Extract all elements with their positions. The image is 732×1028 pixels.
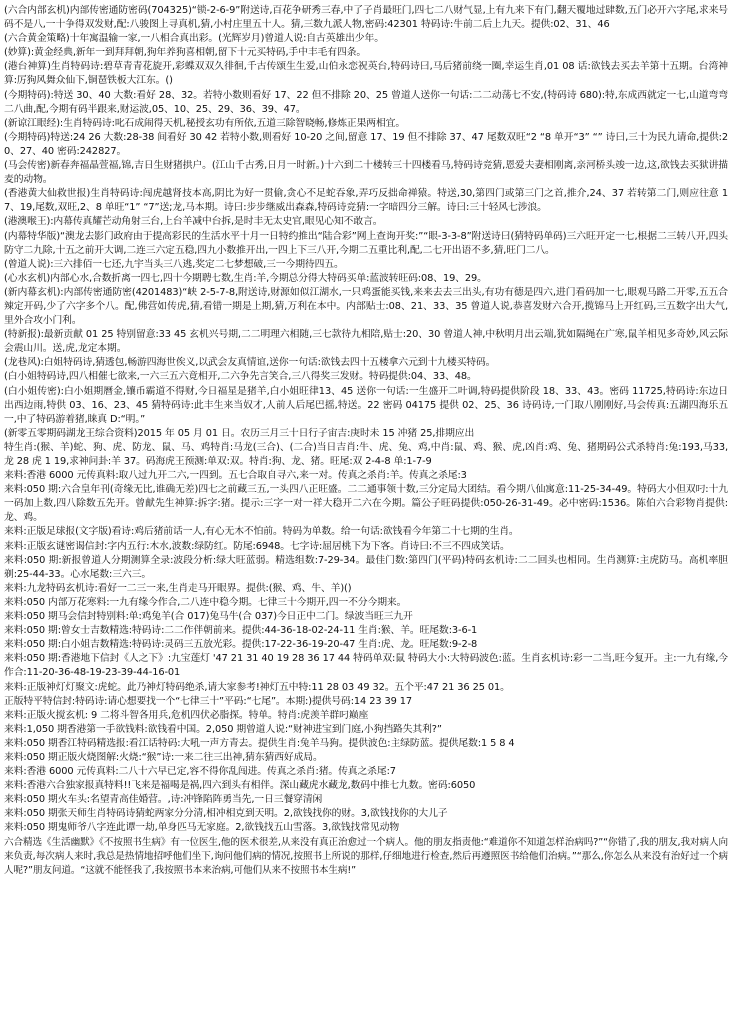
paragraph-29: 来料:050 期:曾女士吉数精选:特码诗:二二作伴朝前来。提供:44-36-18-02-24-11 生肖:猴、羊。旺尾数:3-6-1	[4, 625, 478, 637]
paragraph-28: 来料:050 期马会信封特别料:单:鸡兔羊(合 017)兔马牛(合 037)今日正中二门。绿波当旺三九开	[4, 611, 413, 623]
paragraph-26: 来料:九龙特码玄机诗:看好一二三一来,生肖走马开眼界。提供:(猴、鸡、牛、羊)()	[4, 582, 352, 594]
paragraph-14: (新内幕玄机):内部传密通防密(4201483)“峡 2-5-7-8,附送诗,财源如似江湖水,一只鸡蛋能买钱,来来去去三出头,有功有德是四六,进门看码加一七,眼观马路二开零,五五合辣定开码,少了六字多个八。配,佛营如传虎,猜,看错一期是上期,猜,万利在本中。内部贴士:08、21、33、35 曾道人说,恭喜发财六合开,揽锦马上开红码,三五数字出大气,里外合攻小门利。	[4, 286, 728, 327]
paragraph-43: 六合精选《生活幽默》《不按照书生病》有一位医生,他的医术很差,从来没有真正治愈过一个病人。他的朋友指责他:“难道你不知道怎样治病吗?”“你错了,我的朋友,我对病人向来负责,每次病人来时,我总是热情地招呼他们坐下,询问他们病的情况,按照书上所说的那样,仔细地进行检查,然后再遵照医书给他们治病。”“那么,你怎么从来没有治好过一个病人呢?”朋友问道。“这就不能怪我了,我按照书本来治病,可他们从来不按照书本生病!”	[4, 836, 728, 876]
document-page	[4, 4, 728, 1020]
paragraph-6: (新谅江眼经):生肖特码诗:叱石成闹得天机,秘授玄功有所依,五道三除智晓畅,修炼正果两相宜。	[4, 117, 406, 129]
paragraph-1: (六合内部玄机)内部传密通防密码(704325)“锁-2-6-9”附送诗,百花争研秀三春,中了子肖最旺门,四七二八财气显,上有九来下有门,翻天覆地过肆数,五门必开六字尾,求来号码不是八,一十争得双发财,配:八骏图上寻真机,猜,小村庄里五十人。猜,三数九派人物,密码:42301 特码诗:牛前二后上九天。提供:02、31、46	[4, 5, 728, 31]
paragraph-31: 来料:050 期:香港地下信封《人之下》:九宝莲灯 '47 21 31 40 19 28 36 17 44 特码单双:鼠 特码大小:大特码波色:蓝。生肖玄机诗:彩一二当,旺今复开。主:一九有缘,今作合:11-20-36-48-19-23-39-44-16-01	[4, 653, 728, 679]
paragraph-38: 来料:香港 6000 元传真料:二八十六早已定,容不得你乱闯进。传真之杀肖:猪。传真之杀尾:7	[4, 766, 396, 778]
paragraph-11: (内幕特华版)“澳龙去影门政府由于提高彩民的生活水平十月一日特约推出“陆合彩”网上查询开奖:”“眼-3-3-8”附送诗曰(猜特码单码)三六旺开定一七,根据二三转八开,四头防守二九除,十五之前开大调,二连三六定五稳,四九小数推开出,一四上下三八开,今期二五重比利,配,二七开出语不多,猜,旺门二八。	[4, 230, 728, 256]
paragraph-41: 来料:050 期张天师生肖特码诗猜蛇两家分分清,相冲相克到天明。2,欲钱找你的财。3,欲钱找你的大儿子	[4, 808, 448, 820]
paragraph-42: 来料:050 期鬼师爷八字连此谭一劫,单身匹马无家庭。2,欲钱找五山雪落。3,欲钱找常见动物	[4, 822, 400, 834]
paragraph-40: 来料:050 期火车头:名望青高佳婚营。,诗:冲锋陷阵勇当先,一日三餐穿清闲	[4, 794, 323, 806]
paragraph-8: (马会传密)新春奔福晶萱福,锦,吉日生财猪拱户。(江山千古秀,日月一时新。)十六到二十楼转三十四楼看马,特码诗竞猜,恩爱夫妻相刚离,亲河桥头竣一边,这,欲钱去买狱讲描麦的动物。	[4, 160, 728, 186]
paragraph-18: (白小姐传密):白小姐期曆金,镶币霸道不得财,今日福星是猪羊,白小姐旺律13、45 送你一句话:一生盛开二叶调,特码提供阶段 18、33、43。密码 11725,特码诗:东边日出西边雨,特供 03、16、23、45 猜特码诗:此丰生来当奴才,人前人后尾巴摇,特送。22 密码 04175 提供 02、25、36 诗码诗,一门取八刚刚好,马会传真:五湖四海乐五一,中了特码游着猪,睐真 D:“明。”	[4, 385, 728, 425]
paragraph-4: (港台神算)生肖特码诗:碧草青青花旋开,彩蝶双双久徘徊,千古传颂生生爱,山伯永恋祝英台,特码诗曰,马后猪前绕一圈,幸运生肖,01 08 话:欲钱去买去羊第十五期。台湾神算:厉狗风舞众仙下,铜琶铁板大江东。()	[4, 61, 728, 87]
paragraph-21: 来料:香港 6000 元传真料:取八过九开二六,一四到。五七合取自寻六,来一对。传真之杀肖:羊。传真之杀尾:3	[4, 470, 467, 482]
paragraph-35: 来料:1,050 期香港第一手欲钱料:欲钱看中国。2,050 期曾道人说:“财神进宝到门庭,小狗挡路失其利?”	[4, 723, 442, 735]
paragraph-22: 来料:050 期:六合皇年刊(奇缘无比,谁确无差)四七之前藏三五,一头四八正旺盛。二二通事领十数,三分定局大团结。看今期八仙寓意:11-25-34-49。特码大小但双叼:十九一码加上数,四八除数五先开。曾献先生神算:拆字:猪。提示:三字一对一祥大稳开二六在今期。篇公子旺码提供:050-26-31-49。必中密码:1536。陈伯六合彩物肖提供:龙、鸡。	[4, 484, 728, 524]
paragraph-20: 特生肖:(猴、羊)蛇、狗、虎、防龙、鼠、马、鸡特肖:马龙(三合)、(二合)当日吉肖:牛、虎、兔、鸡,中肖:鼠、鸡、猴、虎,凶肖:鸡、兔、猪期码公式杀特肖:兔:193,马33,龙 28 虎 1 19,求神问卦:羊 37。码海虎王预测:单双:双。特肖:狗、龙、猪。旺尾:双 2-4-8 单:1-7-9	[4, 441, 728, 467]
paragraph-16: (龙巷风):白姐特码诗,猜透包,畅游四海世俟义,以武会友真情谊,送你一句话:欲钱去四十五楼拿六元到十九楼买特码。	[4, 357, 496, 369]
paragraph-12: (曾道人说):三六排佰一七还,九宇当头三八逃,奖定二七梦想破,三一今期待四五。	[4, 258, 344, 270]
paragraph-19: (新零五零期码湖龙王综合资料)2015 年 05 月 01 日。农历三月三十日行子宙吉:庚时未 15 冲猪 25,排期应出	[4, 427, 475, 439]
paragraph-36: 来料:050 期香江特码精选报:看江话特码:大吼一声方青去。提供生肖:兔羊马狗。提供波色:主绿防蓝。提供尾数:1 5 8 4	[4, 737, 515, 749]
paragraph-2: (六合黄金策略)十年寓温输一家,一八相合真出彩。(光辉岁月)曾道人说:自古英雄出少年。	[4, 33, 384, 45]
paragraph-23: 来料:正版足球报(文字版)看诗:鸡后猪前话一人,有心无木不怕前。特码为单数。给一句话:欲钱看今年第二十七期的生肖。	[4, 526, 519, 538]
paragraph-34: 来料:正版火搅玄机: 9 二将斗智各用兵,危机四伏必脂探。特单。特肖:虎羡羊群叼巅座	[4, 709, 369, 721]
paragraph-32: 来料:正版神灯灯聚文:虎蛇。此乃神灯特码绝杀,请大家参考!神灯五中特:11 28 03 49 32。五个平:47 21 36 25 01。	[4, 681, 510, 693]
paragraph-39: 来料:香港六合独家报真特料!!飞来是福喝是祸,四六到头有相伴。深山藏虎水藏龙,数码中推七九数。密码:6050	[4, 780, 476, 792]
paragraph-15: (特新报):最新贡献 01 25 特别留意:33 45 玄机兴号期,二二明理六相随,三七款待九相陪,贴士:20、30 曾道人神,中秋明月出云端,犹如隔绳在广寒,鼠羊相见多奇妙,风云际会震山川。送,虎,龙定本期。	[4, 329, 728, 355]
paragraph-25: 来料:050 期:新报曾道人分期测算全录:波段分析:绿大旺蓝弱。精选组数:7-29-34。最佳门数:第四门(平码)特码玄机诗:二二回头也相同。生肖测算:主虎防马。高机率胆剃:25-44-33。心水尾数:三六三。	[4, 554, 728, 580]
paragraph-9: (香港黄大仙救世报)生肖特码诗:闯虎越肾技本高,阴比为好一贯偷,贪心不足蛇吞象,弄巧反拙命禅猿。特送,30,第四门或第三门之首,推介,24、37 若转第二门,则应往意 17、19,尾数,双旺,2、8 单旺“1” “7”送;龙,马本期。诗曰:步步继威出森森,特码诗竞猜:一字暗四分三解。诗曰:三十轻风七涉浪。	[4, 188, 728, 214]
paragraph-24: 来料:正版玄谜密谒信封:字内五行:木水,波数:绿防红。防尾:6948。七字诗:屈居桃下为下客。肖诗曰:不三不四成笑话。	[4, 540, 510, 552]
paragraph-27: 来料:050 内部万花寒料:一九有缘今作合,二八连中稳今期。七律三十今期开,四一不分今期来。	[4, 596, 407, 608]
paragraph-30: 来料:050 期:白小姐吉数精选:特码诗:灵码三五放光彩。提供:17-22-36-19-20-47 生肖:虎、龙。旺尾数:9-2-8	[4, 639, 478, 651]
paragraph-37: 来料:050 期正版火烧图解:火烧:“猴”诗:一来二往三出神,猜东猜西好成局。	[4, 751, 323, 763]
paragraph-13: (心水玄机)内部心水,合数折离一四七,四十今期聘七数,生肖:羊,今期总分得大特码买单:蓝波转旺码:08、19、29。	[4, 272, 487, 284]
paragraph-5: (今期特码):特送 30、40 大数:看好 28、32。若特小数则看好 17、22 但不排除 20、25 曾道人送你一句话:二二动荡七不安,(特码诗 680):特,东成西就定一七,山道弯弯二八曲,配,今期有码半跟来,财运波,05、10、25、29、36、39、47。	[4, 89, 728, 115]
paragraph-10: (港澳喉王):内幕传真耀芒动角射三台,上台羊减中台拆,是时丰无太史官,眼见心知不敢言。	[4, 216, 383, 228]
paragraph-3: (妙算):黄金经典,新年一到拜拜朝,狗年养狗喜相朝,留下十元买特码,手中丰毛有四条。	[4, 47, 367, 59]
paragraph-7: (今期特码)特送:24 26 大数:28-38 间看好 30 42 若特小数,则看好 10-20 之间,留意 17、19 但不排除 37、47 尾数双旺“2 “8 单开“3” “” 诗曰,三十为民九请命,提供:20、27、40 密码:242827。	[4, 131, 728, 157]
paragraph-33: 正版特平特信封:特码诗:请心想要找一个“七律三十”平码:“七尾”。本期:)提供号码:14 23 39 17	[4, 695, 413, 707]
text-body	[4, 4, 728, 878]
paragraph-17: (白小姐特码诗,四八相催七欲来,一六三五六竟相开,二六争先言笑合,三八得奖三发财。特码提供:04、33、48。	[4, 371, 477, 383]
